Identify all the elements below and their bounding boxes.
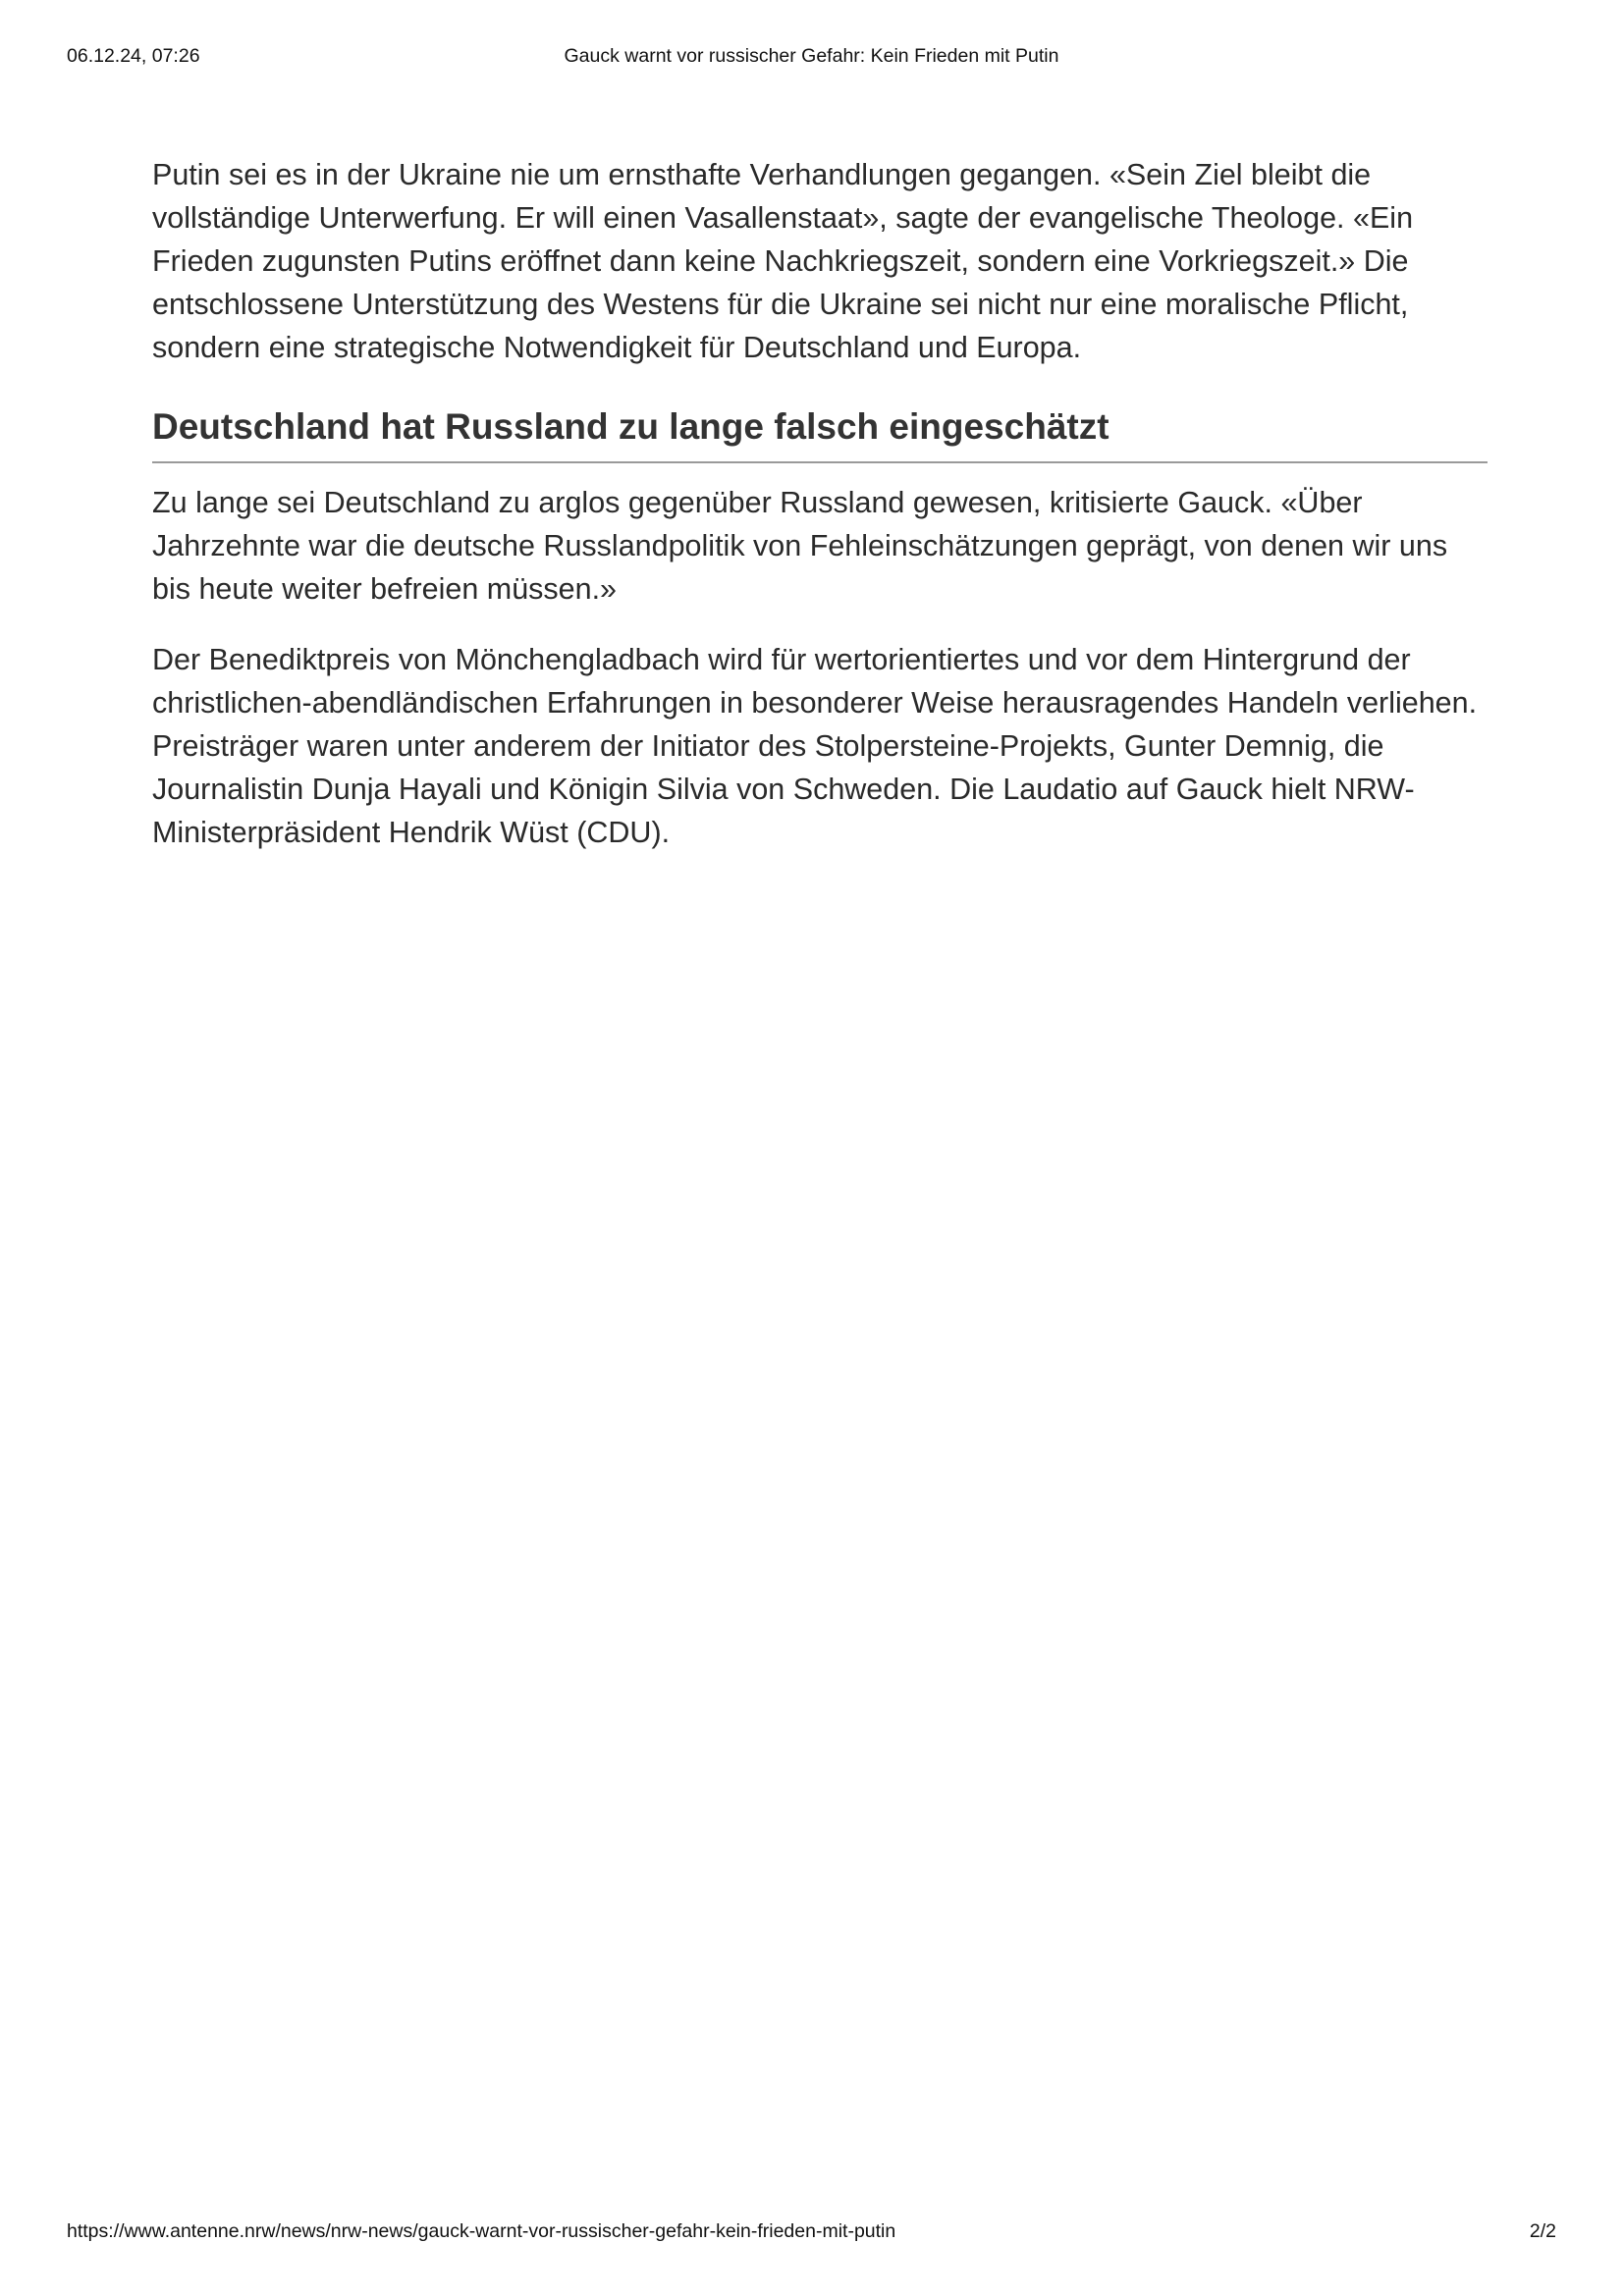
print-date: 06.12.24, 07:26 xyxy=(67,45,200,67)
article-paragraph: Der Benediktpreis von Mönchengladbach wird für wertorientiertes und vor dem Hintergrund der christlichen-abendländischen Erfahrungen in besonderer Weise herausragendes Handeln verliehen. Preisträger waren unter anderem der Initiator des Stolpersteine-Projekts, Gunter Demnig, die Journalistin Dunja Hayali und Königin Silvia von Schweden. Die Laudatio auf Gauck hielt NRW- Ministerpräsident Hendrik Wüst (CDU). xyxy=(152,643,1478,849)
document-title: Gauck warnt vor russischer Gefahr: Kein Frieden mit Putin xyxy=(564,45,1059,67)
print-footer xyxy=(67,2220,1556,2244)
page-number: 2/2 xyxy=(1529,2220,1556,2242)
source-url: https://www.antenne.nrw/news/nrw-news/gauck-warnt-vor-russischer-gefahr-kein-frieden-mit-putin xyxy=(67,2220,896,2242)
article-body xyxy=(152,153,1488,854)
article-paragraph: Putin sei es in der Ukraine nie um ernsthafte Verhandlungen gegangen. «Sein Ziel bleibt die vollständige Unterwerfung. Er will einen Vasallenstaat», sagte der evangelische Theologe. «Ein Frieden zugunsten Putins eröffnet dann keine Nachkriegszeit, sondern eine Vorkriegszeit.» Die entschlossene Unterstützung des Westens für die Ukraine sei nicht nur eine moralische Pflicht, sondern eine strategische Notwendigkeit für Deutschland und Europa. xyxy=(152,158,1414,364)
print-header xyxy=(67,45,1556,69)
section-heading: Deutschland hat Russland zu lange falsch eingeschätzt xyxy=(152,404,1488,463)
article-paragraph: Zu lange sei Deutschland zu arglos gegenüber Russland gewesen, kritisierte Gauck. «Über Jahrzehnte war die deutsche Russlandpolitik von Fehleinschätzungen geprägt, von denen wir uns bis heute weiter befreien müssen.» xyxy=(152,486,1448,606)
